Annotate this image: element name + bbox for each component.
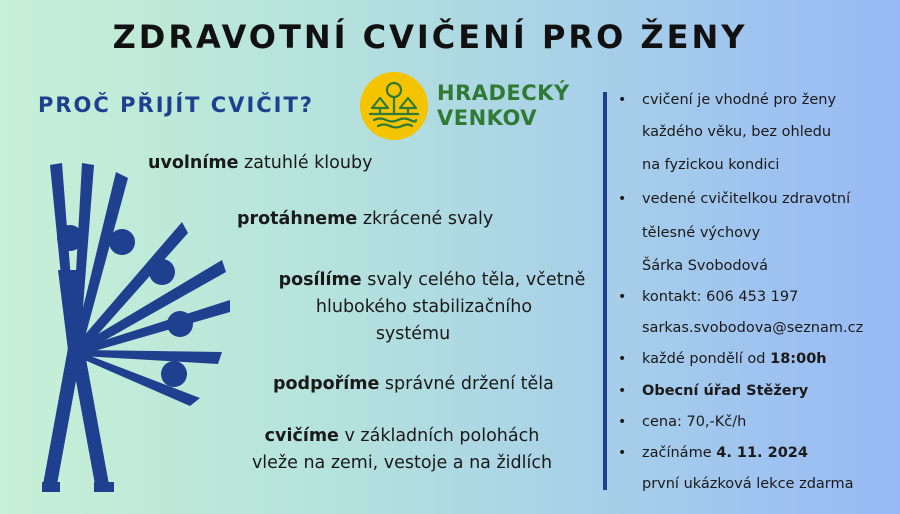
contact-phone: kontakt: 606 453 197: [642, 289, 799, 305]
bullet-icon: •: [618, 92, 627, 108]
price: cena: 70,-Kč/h: [642, 414, 747, 430]
info-2-line-2: tělesné výchovy: [642, 225, 761, 241]
info-1-line-3: na fyzickou kondici: [642, 157, 780, 173]
tree-house-logo-icon: [360, 72, 428, 140]
start-date: [642, 445, 808, 461]
free-trial-note: první ukázková lekce zdarma: [642, 476, 854, 492]
benefit-4-rest: správné držení těla: [379, 374, 554, 394]
benefit-2-rest: zkrácené svaly: [357, 209, 494, 229]
bullet-icon: •: [618, 191, 627, 207]
benefit-4: [273, 371, 554, 398]
benefit-5: [242, 423, 562, 477]
benefit-4-bold: podpoříme: [273, 374, 380, 394]
benefit-3-rest: svaly celého těla, včetně: [361, 270, 586, 290]
venue: Obecní úřad Stěžery: [642, 383, 809, 399]
logo-wordmark: [437, 81, 570, 131]
info-2-line-3: Šárka Svobodová: [642, 258, 768, 274]
start-date-value: 4. 11. 2024: [716, 445, 808, 461]
benefit-1-rest: zatuhlé klouby: [238, 153, 373, 173]
bullet-icon: •: [618, 289, 627, 305]
benefit-5-line-2: vleže na zemi, vestoje a na židlích: [251, 453, 553, 473]
logo-emblem: [360, 72, 428, 140]
benefit-3: [262, 267, 602, 348]
benefit-3-bold: posílíme: [278, 270, 362, 290]
schedule-time: 18:00h: [770, 351, 827, 367]
schedule-prefix: každé pondělí od: [642, 351, 771, 367]
vertical-divider: [603, 92, 607, 490]
page-title: ZDRAVOTNÍ CVIČENÍ PRO ŽENY: [112, 18, 748, 56]
bullet-icon: •: [618, 445, 627, 461]
benefit-1-bold: uvolníme: [148, 153, 239, 173]
benefit-5-rest: v základních polohách: [338, 426, 540, 446]
benefit-1: [148, 150, 372, 177]
bullet-icon: •: [618, 383, 627, 399]
contact-email[interactable]: sarkas.svobodova@seznam.cz: [642, 320, 864, 336]
info-1-line-2: každého věku, bez ohledu: [642, 124, 832, 140]
logo-line-2: VENKOV: [437, 106, 538, 130]
benefit-3-line-3: systému: [375, 324, 451, 344]
benefit-3-line-2: hlubokého stabilizačního: [315, 297, 533, 317]
logo-line-1: HRADECKÝ: [437, 81, 570, 105]
benefit-2-bold: protáhneme: [237, 209, 358, 229]
benefit-5-bold: cvičíme: [264, 426, 339, 446]
start-prefix: začínáme: [642, 445, 717, 461]
info-1-line-1: cvičení je vhodné pro ženy: [642, 92, 837, 108]
benefit-2: [237, 206, 493, 233]
schedule: [642, 351, 827, 367]
subtitle: PROČ PŘIJÍT CVIČIT?: [38, 93, 314, 117]
info-2-line-1: vedené cvičitelkou zdravotní: [642, 191, 851, 207]
bullet-icon: •: [618, 414, 627, 430]
bullet-icon: •: [618, 351, 627, 367]
